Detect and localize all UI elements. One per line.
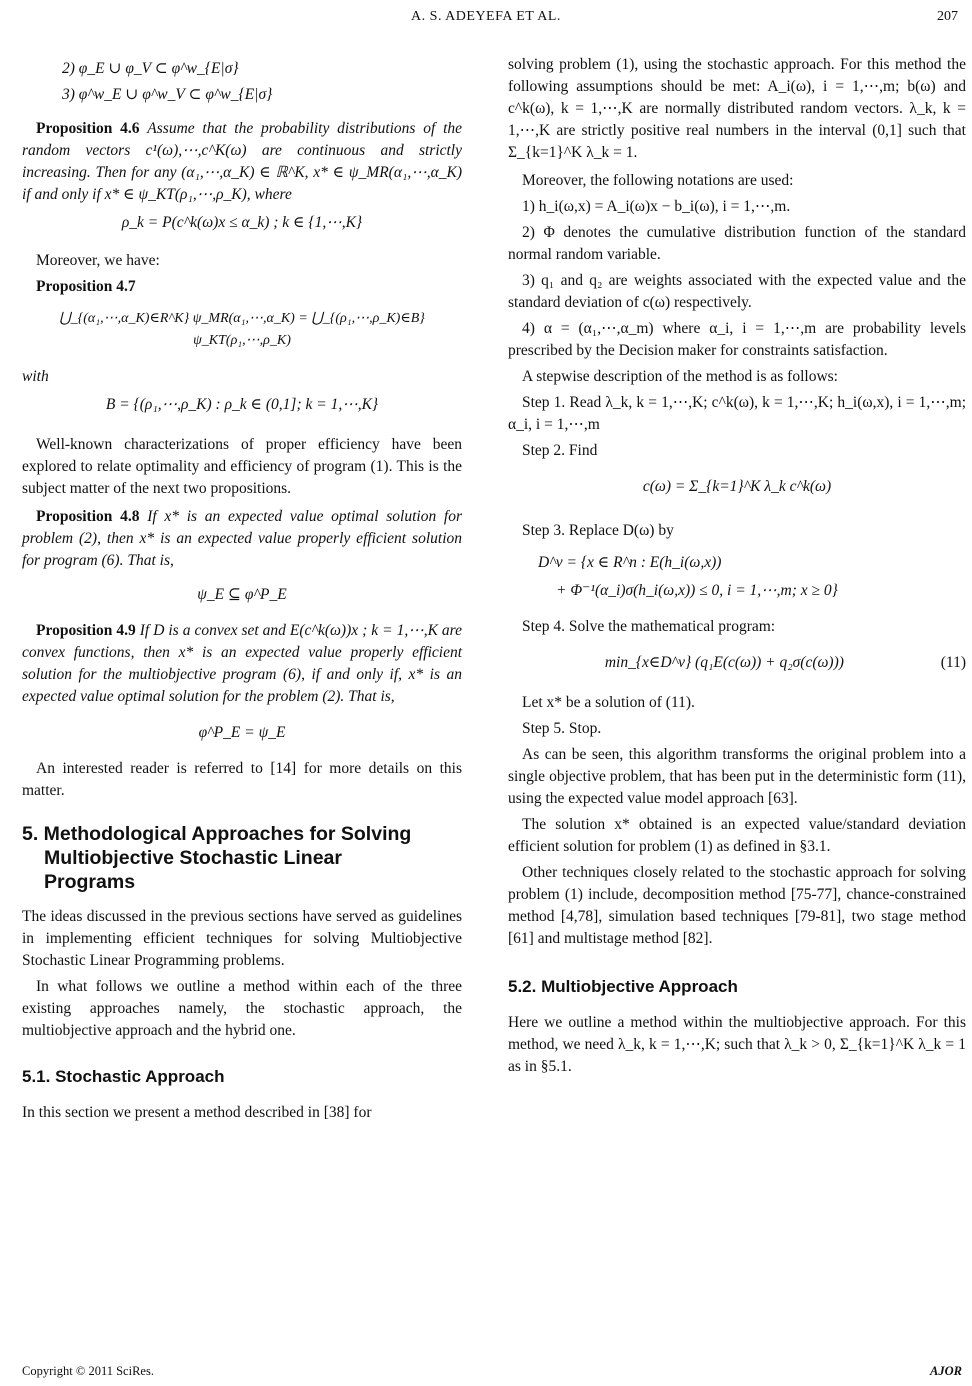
notation-1: 1) h_i(ω,x) = A_i(ω)x − b_i(ω), i = 1,⋯,m. (522, 198, 791, 215)
with-text: with (22, 368, 49, 385)
step-2: Step 2. Find (522, 442, 598, 459)
page-header (0, 6, 972, 28)
equation-phi-equal: φ^P_E = ψ_E (198, 724, 286, 741)
equation-set-b: B = {(ρ₁,⋯,ρ_K) : ρ_k ∈ (0,1]; k = 1,⋯,K} (105, 396, 379, 413)
proposition-4-6 (22, 118, 462, 206)
prop-label: Proposition 4.6 (36, 120, 140, 137)
list-item-3: 3) φ^w_E ∪ φ^w_V ⊂ φ^w_{E|σ} (62, 86, 273, 103)
paragraph-assumptions: solving problem (1), using the stochastic approach. For this method the following assumptions should be met: A_i(ω), i = 1,⋯,m; b(ω) and c^k(ω), k = 1,⋯,K are normally distributed random vectors. λ_k, k = 1,⋯,K are strictly positive real numbers in the interval (0,1] such that Σ_{k=1}^K λ_k = 1. (508, 56, 966, 161)
prop-text: If x* is an expected value optimal solution for problem (2), then x* is an expected value properly efficient solution for program (6). That is, (22, 508, 463, 569)
prop-text: If D is a convex set and E(c^k(ω))x ; k = 1,⋯,K are convex functions, then x* is an expected value properly efficient solution for the multiobjective program (6), if and only if, x* is an expected value optimal solution for the problem (2). That is, (22, 622, 462, 705)
prop-label: Proposition 4.9 (36, 622, 136, 639)
running-title: A. S. ADEYEFA ET AL. (411, 9, 561, 24)
section-5-heading (22, 822, 462, 894)
step-1: Step 1. Read λ_k, k = 1,⋯,K; c^k(ω), k = 1,⋯,K; h_i(ω,x), i = 1,⋯,m; α_i, i = 1,⋯,m (508, 394, 966, 433)
paragraph-method-intro: In this section we present a method described in [38] for (22, 1104, 372, 1121)
equation-dv-line-1: D^v = {x ∈ R^n : E(h_i(ω,x)) (538, 554, 722, 571)
step-5: Step 5. Stop. (522, 720, 602, 737)
left-column (22, 54, 462, 1128)
paragraph-algorithm: As can be seen, this algorithm transforms the original problem into a single objective problem, that has been put in the deterministic form (11), using the expected value model approach [63]. (508, 746, 966, 807)
page-footer (22, 1360, 962, 1382)
paragraph-guidelines: The ideas discussed in the previous sections have served as guidelines in implementing efficient techniques for solving Multiobjective Stochastic Linear Programming problems. (22, 908, 462, 969)
heading-line-1: 5. Methodological Approaches for Solving (22, 823, 412, 845)
prop-text: Assume that the probability distributions of the random vectors c¹(ω),⋯,c^K(ω) are continuous and strictly increasing. Then for any (α₁,⋯,α_K) ∈ ℝ^K, x* ∈ ψ_MR(α₁,⋯,α_K) if and only if x* ∈ ψ_KT(ρ₁,⋯,ρ_K), where (22, 120, 463, 203)
copyright: Copyright © 2011 SciRes. (22, 1364, 154, 1378)
proposition-4-8 (22, 506, 462, 572)
moreover-text: Moreover, we have: (36, 252, 160, 269)
notation-3: 3) q₁ and q₂ are weights associated with the expected value and the standard deviation of c(ω) respectively. (508, 272, 966, 311)
page-number: 207 (937, 9, 958, 24)
paragraph-solution: The solution x* obtained is an expected value/standard deviation efficient solution for problem (1) as defined in §3.1. (508, 816, 966, 855)
notation-4: 4) α = (α₁,⋯,α_m) where α_i, i = 1,⋯,m are probability levels prescribed by the Decision maker for constraints satisfaction. (508, 320, 966, 359)
equation-c-omega: c(ω) = Σ_{k=1}^K λ_k c^k(ω) (642, 478, 832, 495)
notation-2: 2) Φ denotes the cumulative distribution function of the standard normal random variable. (508, 224, 966, 263)
paragraph-reader-referral: An interested reader is referred to [14] for more details on this matter. (22, 760, 462, 799)
heading-line-2: Multiobjective Stochastic Linear (44, 847, 342, 869)
right-column (508, 54, 966, 1082)
paragraph-notations: Moreover, the following notations are used: (522, 172, 794, 189)
let-solution: Let x* be a solution of (11). (522, 694, 695, 711)
paragraph-outline: In what follows we outline a method within each of the three existing approaches namely, the stochastic approach, the multiobjective approach and the hybrid one. (22, 978, 462, 1039)
proposition-4-9 (22, 620, 462, 708)
heading-line-3: Programs (44, 871, 136, 893)
paragraph-stepwise: A stepwise description of the method is as follows: (522, 368, 838, 385)
equation-body: min_{x∈D^v} (q₁E(c(ω)) + q₂σ(c(ω))) (604, 654, 844, 671)
prop-label: Proposition 4.8 (36, 508, 140, 525)
step-3: Step 3. Replace D(ω) by (522, 522, 674, 539)
equation-union: ⋃_{(α₁,⋯,α_K)∈R^K} ψ_MR(α₁,⋯,α_K) = ⋃_{(ρ₁,⋯,ρ_K)∈B} ψ_KT(ρ₁,⋯,ρ_K) (59, 311, 425, 348)
equation-dv-line-2: + Φ⁻¹(α_i)σ(h_i(ω,x)) ≤ 0, i = 1,⋯,m; x ≥ 0} (556, 582, 838, 599)
step-4: Step 4. Solve the mathematical program: (522, 618, 776, 635)
journal-name: AJOR (930, 1364, 962, 1378)
equation-11 (508, 652, 966, 674)
section-5-2-heading: 5.2. Multiobjective Approach (508, 977, 738, 996)
proposition-4-7-label: Proposition 4.7 (36, 278, 136, 295)
paragraph-other-techniques: Other techniques closely related to the stochastic approach for solving problem (1) include, decomposition method [75-77], chance-constrained method [4,78], simulation based techniques [79-81], two stage method [61] and multistage method [82]. (508, 864, 966, 947)
equation-psi-subset: ψ_E ⊆ φ^P_E (197, 586, 287, 603)
paragraph-multiobjective-method: Here we outline a method within the multiobjective approach. For this method, we need λ_k, k = 1,⋯,K; such that λ_k > 0, Σ_{k=1}^K λ_k = 1 as in §5.1. (508, 1014, 966, 1075)
list-item-2: 2) φ_E ∪ φ_V ⊂ φ^w_{E|σ} (62, 60, 239, 77)
paragraph-proper-efficiency: Well-known characterizations of proper efficiency have been explored to relate optimality and efficiency of program (1). This is the subject matter of the next two propositions. (22, 436, 462, 497)
equation-number: (11) (940, 654, 966, 671)
equation-rho: ρ_k = P(c^k(ω)x ≤ α_k) ; k ∈ {1,⋯,K} (121, 214, 363, 231)
section-5-1-heading: 5.1. Stochastic Approach (22, 1067, 225, 1086)
